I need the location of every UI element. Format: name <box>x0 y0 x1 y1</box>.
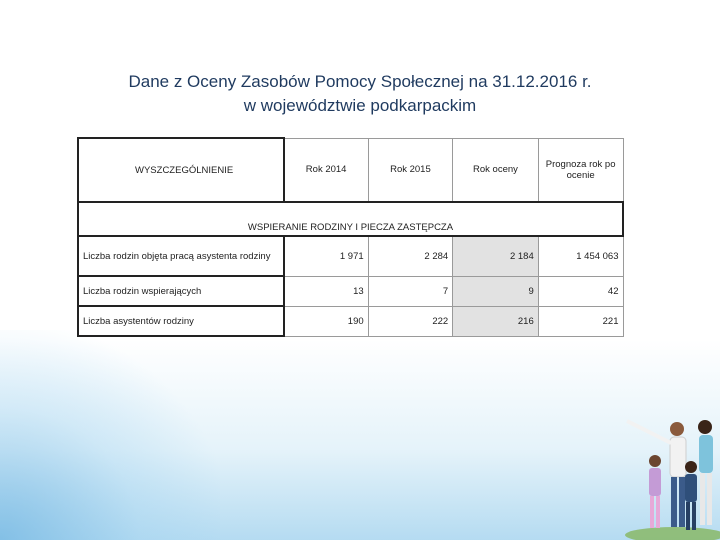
cell-value: 42 <box>538 276 623 306</box>
cell-value: 2 284 <box>368 236 453 276</box>
table-row <box>78 276 623 306</box>
background-splash <box>0 330 220 540</box>
cell-value: 190 <box>284 306 369 336</box>
header-rok-2015: Rok 2015 <box>368 138 453 202</box>
cell-value: 1 454 063 <box>538 236 623 276</box>
header-rok-oceny: Rok oceny <box>453 138 539 202</box>
row-label: Liczba asystentów rodziny <box>78 306 284 336</box>
title-line-2: w województwie podkarpackim <box>243 96 477 115</box>
header-rok-2014: Rok 2014 <box>284 138 369 202</box>
slide-title <box>80 70 640 118</box>
cell-value: 2 184 <box>453 236 539 276</box>
cell-value: 13 <box>284 276 369 306</box>
cell-value: 7 <box>368 276 453 306</box>
header-wyszczegolnienie: WYSZCZEGÓLNIENIE <box>78 138 284 202</box>
title-line-1: Dane z Oceny Zasobów Pomocy Społecznej na 31.12.2016 r. <box>128 72 592 91</box>
header-prognoza: Prognoza rok po ocenie <box>538 138 623 202</box>
row-label: Liczba rodzin objęta pracą asystenta rodziny <box>78 236 284 276</box>
row-label: Liczba rodzin wspierających <box>78 276 284 306</box>
family-illustration <box>615 415 720 540</box>
cell-value: 1 971 <box>284 236 369 276</box>
cell-value: 221 <box>538 306 623 336</box>
cell-value: 9 <box>453 276 539 306</box>
table-header-row <box>78 138 623 202</box>
cell-value: 222 <box>368 306 453 336</box>
cell-value: 216 <box>453 306 539 336</box>
section-row <box>78 202 623 236</box>
data-table <box>77 137 624 337</box>
table-row <box>78 236 623 276</box>
table-row <box>78 306 623 336</box>
section-label: WSPIERANIE RODZINY I PIECZA ZASTĘPCZA <box>78 202 623 236</box>
